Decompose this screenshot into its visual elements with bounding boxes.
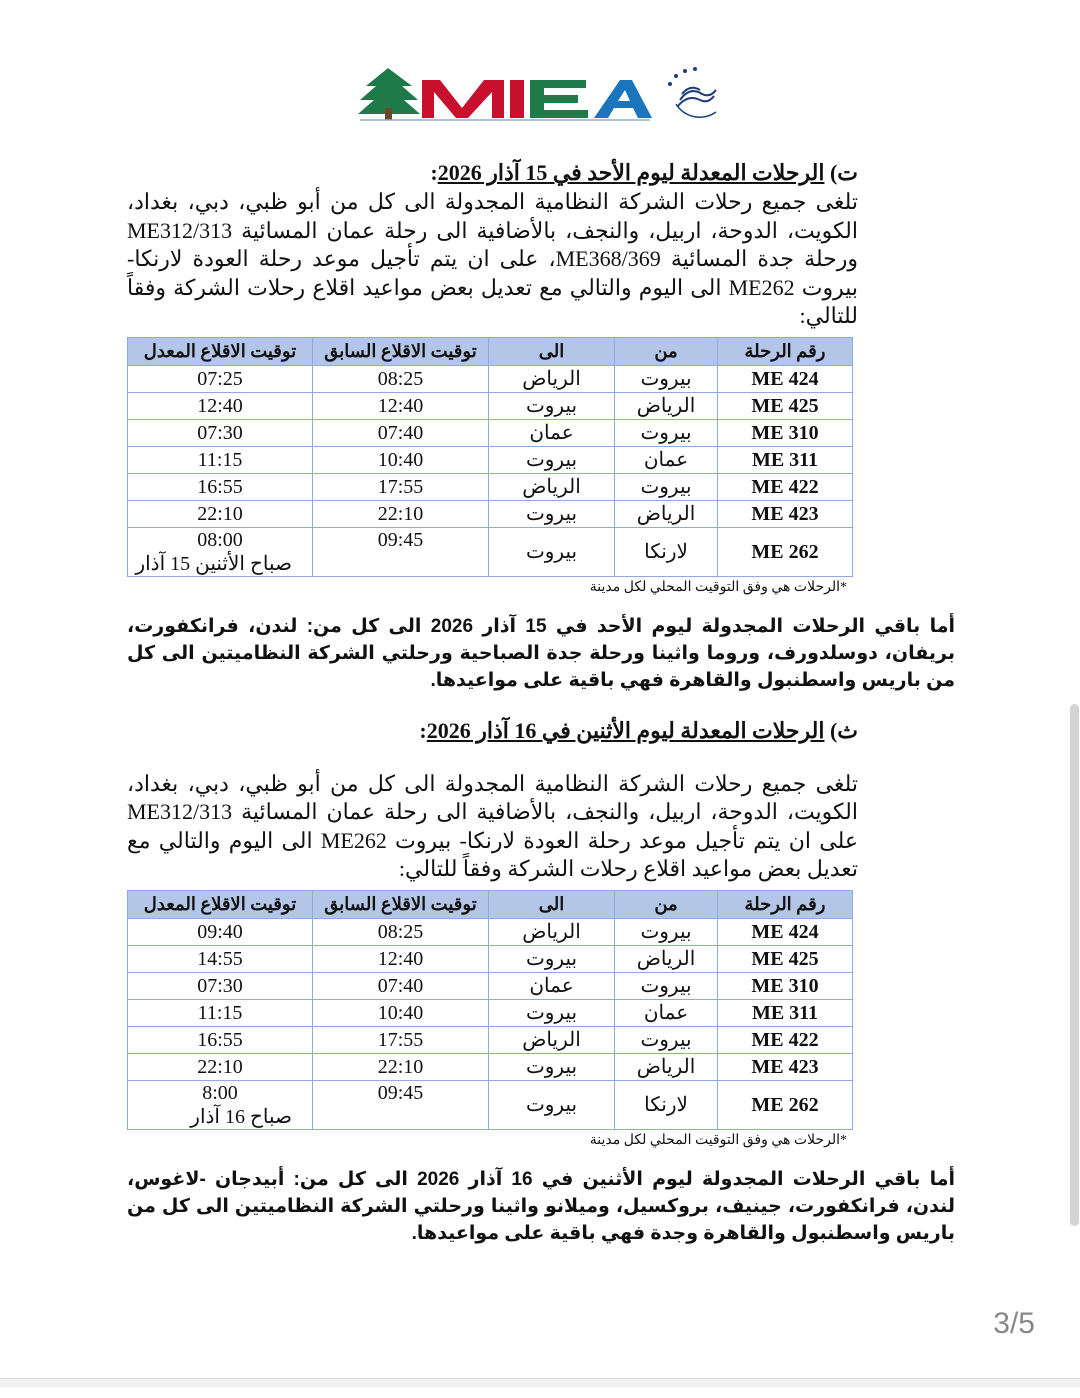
new-time: 22:10 [128,500,313,527]
flight-number: ME 423 [718,500,853,527]
new-time: 11:15 [128,446,313,473]
flight-number: ME 424 [718,918,853,945]
col-new-time: توقيت الاقلاع المعدل [128,337,313,365]
note-text: *الرحلات هي وفق التوقيت المحلي لكل مدينة [589,579,847,595]
col-new-time: توقيت الاقلاع المعدل [128,890,313,918]
old-time: 09:45 [313,1080,489,1129]
to-city: بيروت [489,1053,615,1080]
old-time: 17:55 [313,1026,489,1053]
old-time: 12:40 [313,945,489,972]
flight-number: ME 422 [718,473,853,500]
section-1-note [127,579,853,597]
section-marker: ت) [829,160,858,185]
note-text: *الرحلات هي وفق التوقيت المحلي لكل مدينة [589,1132,847,1148]
flight-number: ME 262 [718,527,853,576]
viewer-footer [0,1307,1080,1387]
new-time-note: صباح الأثنين 15 آذار [135,552,292,575]
section-title: الرحلات المعدلة ليوم الأثنين في 16 آذار 2026 [426,717,825,743]
to-city: بيروت [489,392,615,419]
new-time-note: صباح 16 آذار [190,1105,292,1128]
old-time: 09:45 [313,527,489,576]
table-row [128,365,853,392]
new-time: 11:15 [128,999,313,1026]
old-time: 22:10 [313,1053,489,1080]
from-city: بيروت [615,365,718,392]
flight-number: ME 311 [718,446,853,473]
old-time: 08:25 [313,365,489,392]
table-row [128,419,853,446]
table-row [128,972,853,999]
old-time: 07:40 [313,972,489,999]
table-row [128,1026,853,1053]
table-row [128,918,853,945]
from-city: لارنكا [615,1080,718,1129]
to-city: بيروت [489,527,615,576]
from-city: بيروت [615,1026,718,1053]
flight-number: ME 311 [718,999,853,1026]
section-1-heading [127,158,858,188]
from-city: بيروت [615,473,718,500]
old-time: 07:40 [313,419,489,446]
table-row [128,446,853,473]
from-city: عمان [615,999,718,1026]
col-to: الى [489,337,615,365]
to-city: الرياض [489,918,615,945]
section-1-body: تلغى جميع رحلات الشركة النظامية المجدولة الى كل من أبو ظبي، دبي، بغداد، الكويت، الدوحة، اربيل، والنجف، بالأضافية الى رحلة عمان المسائية ME312/313 ورحلة جدة المسائية ME368/369، على ان يتم تأجيل موعد رحلة العودة لارنكا- بيروت ME262 الى اليوم والتالي مع تعديل بعض مواعيد اقلاع رحلات الشركة وفقاً للتالي: [127,189,858,328]
col-flight: رقم الرحلة [718,890,853,918]
section-2-flights-table [127,890,853,1130]
section-1-flights-table [127,337,853,577]
new-time: 12:40 [128,392,313,419]
new-time: 16:55 [128,473,313,500]
from-city: بيروت [615,972,718,999]
to-city: عمان [489,419,615,446]
title-suffix: : [430,160,438,185]
title-suffix: : [419,717,427,743]
new-time [128,1080,313,1129]
flight-number: ME 310 [718,972,853,999]
table-row [128,1080,853,1129]
to-city: بيروت [489,446,615,473]
flight-number: ME 425 [718,945,853,972]
new-time-value: 08:00 [197,528,243,551]
to-city: الرياض [489,1026,615,1053]
table-row [128,999,853,1026]
new-time [128,527,313,576]
to-city: بيروت [489,500,615,527]
old-time: 10:40 [313,999,489,1026]
new-time: 22:10 [128,1053,313,1080]
col-old-time: توقيت الاقلاع السابق [313,890,489,918]
to-city: بيروت [489,999,615,1026]
table-row [128,1053,853,1080]
new-time: 14:55 [128,945,313,972]
section-2-note [127,1132,853,1150]
from-city: الرياض [615,392,718,419]
col-flight: رقم الرحلة [718,337,853,365]
to-city: الرياض [489,365,615,392]
new-time: 07:25 [128,365,313,392]
col-from: من [615,890,718,918]
old-time: 12:40 [313,392,489,419]
bottom-bar [0,1378,1080,1387]
section-title: الرحلات المعدلة ليوم الأحد في 15 آذار 2026 [437,160,825,185]
old-time: 22:10 [313,500,489,527]
scrollbar[interactable] [1070,704,1079,1226]
from-city: بيروت [615,419,718,446]
from-city: الرياض [615,945,718,972]
col-from: من [615,337,718,365]
new-time: 16:55 [128,1026,313,1053]
page-indicator: 3/5 [993,1306,1035,1340]
flight-number: ME 425 [718,392,853,419]
table-row [128,392,853,419]
old-time: 17:55 [313,473,489,500]
from-city: لارنكا [615,527,718,576]
flight-number: ME 262 [718,1080,853,1129]
new-time: 07:30 [128,419,313,446]
new-time: 09:40 [128,918,313,945]
from-city: بيروت [615,918,718,945]
col-old-time: توقيت الاقلاع السابق [313,337,489,365]
to-city: بيروت [489,945,615,972]
from-city: الرياض [615,500,718,527]
new-time: 07:30 [128,972,313,999]
section-2-heading [127,716,858,746]
flight-number: ME 423 [718,1053,853,1080]
old-time: 08:25 [313,918,489,945]
old-time: 10:40 [313,446,489,473]
table-row [128,500,853,527]
from-city: عمان [615,446,718,473]
col-to: الى [489,890,615,918]
flight-number: ME 310 [718,419,853,446]
section-1-remaining: أما باقي الرحلات المجدولة ليوم الأحد في 15 آذار 2026 الى كل من: لندن، فرانكفورت، بريفان، دوسلدورف، وروما واثينا ورحلة جدة الصباحية ورحلتي الشركة النظاميتين الى كل من باريس واسطنبول والقاهرة فهي باقية على مواعيدها. [127,615,956,691]
to-city: الرياض [489,473,615,500]
to-city: عمان [489,972,615,999]
section-2-remaining: أما باقي الرحلات المجدولة ليوم الأثنين في 16 آذار 2026 الى كل من: أبيدجان -لاغوس، لندن، فرانكفورت، جينيف، بروكسيل، وميلانو واثينا ورحلتي الشركة النظاميتين الى كل من باريس واسطنبول والقاهرة وجدة فهي باقية على مواعيدها. [127,1168,955,1244]
table-row [128,945,853,972]
table-header-row [128,890,853,918]
new-time-value: 8:00 [202,1081,238,1104]
section-marker: ث) [829,717,858,743]
from-city: الرياض [615,1053,718,1080]
to-city: بيروت [489,1080,615,1129]
table-row [128,473,853,500]
flight-number: ME 422 [718,1026,853,1053]
table-header-row [128,337,853,365]
flight-number: ME 424 [718,365,853,392]
section-2-body: تلغى جميع رحلات الشركة النظامية المجدولة الى كل من أبو ظبي، دبي، بغداد، الكويت، الدوحة، اربيل، والنجف، بالأضافية الى رحلة عمان المسائية ME312/313 على ان يتم تأجيل موعد رحلة العودة لارنكا- بيروت ME262 الى اليوم والتالي مع تعديل بعض مواعيد اقلاع رحلات الشركة وفقاً للتالي: [127,770,858,881]
table-row [128,527,853,576]
